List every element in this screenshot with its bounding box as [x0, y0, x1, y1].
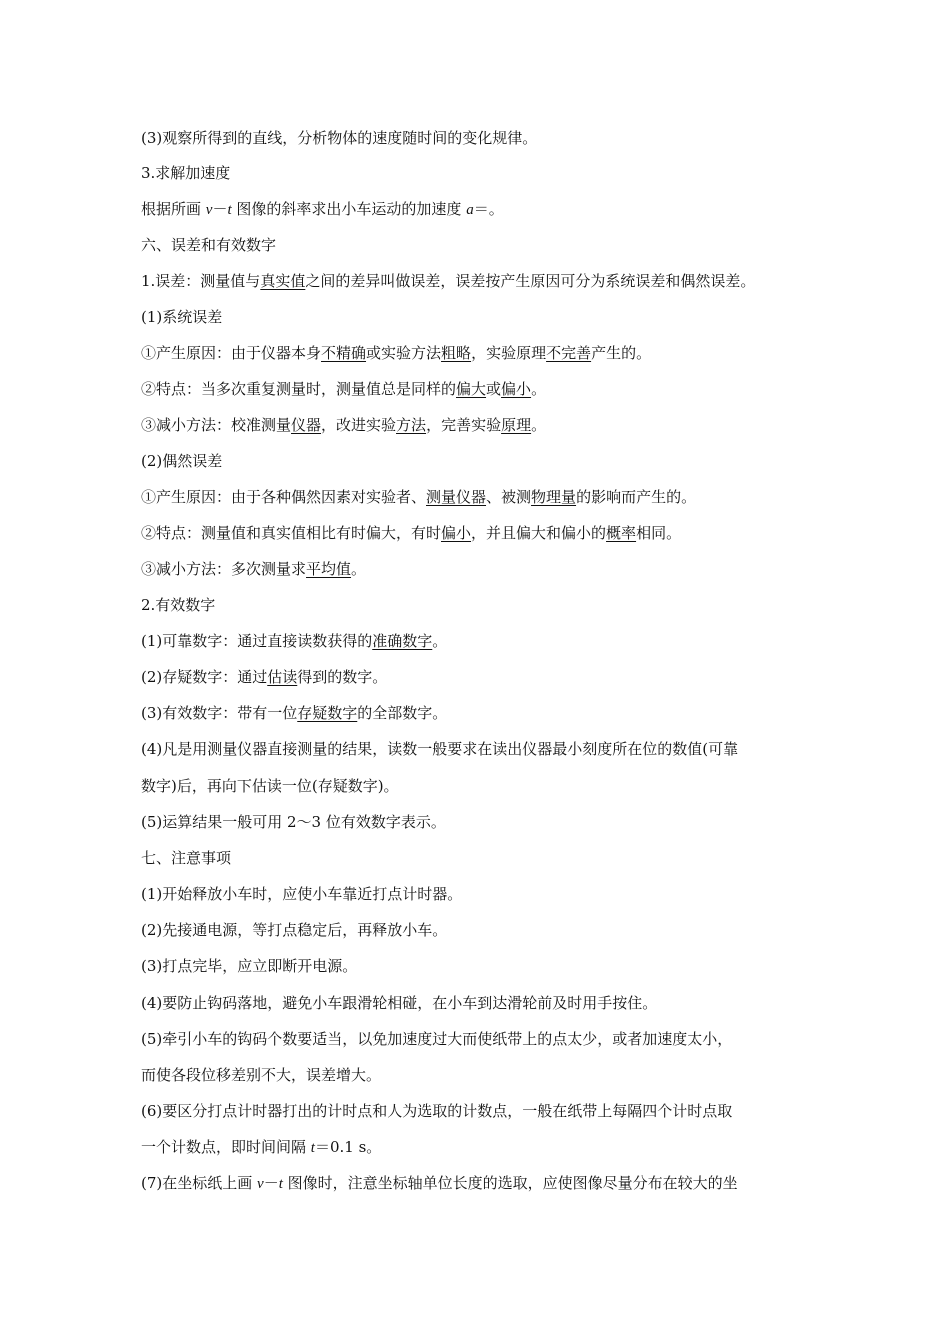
text-line	[141, 956, 831, 976]
underlined-answer: 偏小	[501, 380, 532, 398]
underlined-answer: 仪器	[291, 416, 322, 434]
text-segment: ，改进实验	[321, 416, 397, 434]
text-segment: ②特点：当多次重复测量时，测量值总是同样的	[141, 380, 457, 398]
text-segment: ②特点：测量值和真实值相比有时偏大，有时	[141, 524, 442, 542]
underlined-answer: 原理	[501, 416, 532, 434]
text-line	[141, 812, 831, 832]
text-segment: 而使各段位移差别不大，误差增大。	[141, 1066, 382, 1084]
text-line	[141, 993, 831, 1013]
text-segment: 一个计数点，即时间间隔	[141, 1138, 311, 1156]
underlined-answer: 平均值	[306, 560, 352, 578]
text-segment: (3)打点完毕，应立即断开电源。	[141, 957, 358, 975]
text-segment: (2)存疑数字：通过	[141, 668, 268, 686]
text-segment: 产生的。	[591, 344, 652, 362]
math-variable: t	[278, 1176, 283, 1192]
text-segment: (4)要防止钩码落地，避免小车跟滑轮相碰，在小车到达滑轮前及时用手按住。	[141, 994, 658, 1012]
text-segment: 1.误差：测量值与	[141, 272, 261, 290]
text-segment: 之间的差异叫做误差，误差按产生原因可分为系统误差和偶然误差。	[305, 272, 756, 290]
text-segment: (4)凡是用测量仪器直接测量的结果，读数一般要求在读出仪器最小刻度所在位的数值(可靠	[141, 740, 739, 758]
text-line	[141, 199, 831, 220]
text-segment: ，并且偏大和偏小的	[471, 524, 607, 542]
underlined-answer: 方法	[396, 416, 427, 434]
text-line	[141, 523, 831, 543]
text-segment: ①产生原因：由于仪器本身	[141, 344, 322, 362]
text-line	[141, 271, 831, 291]
text-segment: ＝0.1 s。	[314, 1138, 382, 1156]
text-line	[141, 667, 831, 687]
text-segment: 或	[486, 380, 502, 398]
text-segment: 七、注意事项	[141, 849, 232, 867]
underlined-answer: 偏小	[441, 524, 472, 542]
text-segment: (1)系统误差	[141, 308, 223, 326]
text-line	[141, 1137, 831, 1158]
text-segment: (3)观察所得到的直线，分析物体的速度随时间的变化规律。	[141, 129, 538, 147]
text-segment: 根据所画	[141, 200, 206, 218]
underlined-answer: 测量仪器	[426, 488, 487, 506]
text-line	[141, 487, 831, 507]
math-variable: t	[227, 202, 232, 218]
text-segment: (5)运算结果一般可用 2～3 位有效数字表示。	[141, 813, 446, 831]
text-segment: (3)有效数字：带有一位	[141, 704, 298, 722]
text-segment: 的全部数字。	[357, 704, 448, 722]
text-line	[141, 451, 831, 471]
underlined-answer: 准确数字	[372, 632, 433, 650]
math-variable: a	[466, 202, 474, 218]
text-segment: 的影响而产生的。	[576, 488, 697, 506]
text-line	[141, 128, 831, 148]
text-segment: (2)先接通电源，等打点稳定后，再释放小车。	[141, 921, 448, 939]
underlined-answer: 偏大	[456, 380, 487, 398]
text-segment: 。	[432, 632, 448, 650]
text-segment: －	[263, 1174, 279, 1192]
text-line	[141, 776, 831, 796]
text-segment: ③减小方法：多次测量求	[141, 560, 307, 578]
text-segment: (1)可靠数字：通过直接读数获得的	[141, 632, 373, 650]
text-segment: 。	[531, 380, 547, 398]
text-segment: 。	[531, 416, 547, 434]
underlined-answer: 真实值	[260, 272, 306, 290]
text-segment: －	[212, 200, 228, 218]
math-variable: v	[257, 1176, 264, 1192]
text-segment: ③减小方法：校准测量	[141, 416, 292, 434]
text-line	[141, 1101, 831, 1121]
text-segment: (7)在坐标纸上画	[141, 1174, 258, 1192]
text-line	[141, 884, 831, 904]
text-segment: (1)开始释放小车时，应使小车靠近打点计时器。	[141, 885, 463, 903]
text-segment: 相同。	[636, 524, 682, 542]
text-line	[141, 848, 831, 868]
text-segment: 或实验方法	[366, 344, 442, 362]
text-segment: 3.求解加速度	[141, 164, 231, 182]
text-segment: 2.有效数字	[141, 596, 216, 614]
underlined-answer: 不完善	[546, 344, 592, 362]
text-line	[141, 595, 831, 615]
text-line	[141, 307, 831, 327]
underlined-answer: 存疑数字	[297, 704, 358, 722]
text-segment: 图像的斜率求出小车运动的加速度	[231, 200, 467, 218]
text-line	[141, 559, 831, 579]
text-line	[141, 163, 831, 183]
text-line	[141, 631, 831, 651]
text-line	[141, 343, 831, 363]
text-line	[141, 1173, 831, 1194]
text-line	[141, 920, 831, 940]
text-line	[141, 235, 831, 255]
text-segment: 图像时，注意坐标轴单位长度的选取，应使图像尽量分布在较大的坐	[282, 1174, 738, 1192]
text-segment: 。	[351, 560, 367, 578]
text-segment: ＝。	[473, 200, 504, 218]
text-segment: ①产生原因：由于各种偶然因素对实验者、	[141, 488, 427, 506]
math-variable: v	[205, 202, 213, 218]
text-line	[141, 415, 831, 435]
text-segment: ，实验原理	[471, 344, 547, 362]
underlined-answer: 粗略	[441, 344, 472, 362]
text-segment: ，完善实验	[426, 416, 502, 434]
underlined-answer: 估读	[267, 668, 298, 686]
text-segment: 六、误差和有效数字	[141, 236, 277, 254]
underlined-answer: 物理量	[531, 488, 577, 506]
text-line	[141, 379, 831, 399]
text-line	[141, 1065, 831, 1085]
underlined-answer: 概率	[606, 524, 637, 542]
underlined-answer: 不精确	[321, 344, 367, 362]
text-segment: (2)偶然误差	[141, 452, 223, 470]
text-line	[141, 1029, 831, 1049]
text-segment: 、被测	[486, 488, 532, 506]
text-line	[141, 703, 831, 723]
text-segment: 数字)后，再向下估读一位(存疑数字)。	[141, 777, 399, 795]
text-segment: (6)要区分打点计时器打出的计时点和人为选取的计数点，一般在纸带上每隔四个计时点取	[141, 1102, 733, 1120]
text-line	[141, 739, 831, 759]
math-variable: t	[310, 1140, 315, 1156]
text-segment: (5)牵引小车的钩码个数要适当，以免加速度过大而使纸带上的点太少，或者加速度太小，	[141, 1030, 733, 1048]
text-segment: 得到的数字。	[297, 668, 388, 686]
